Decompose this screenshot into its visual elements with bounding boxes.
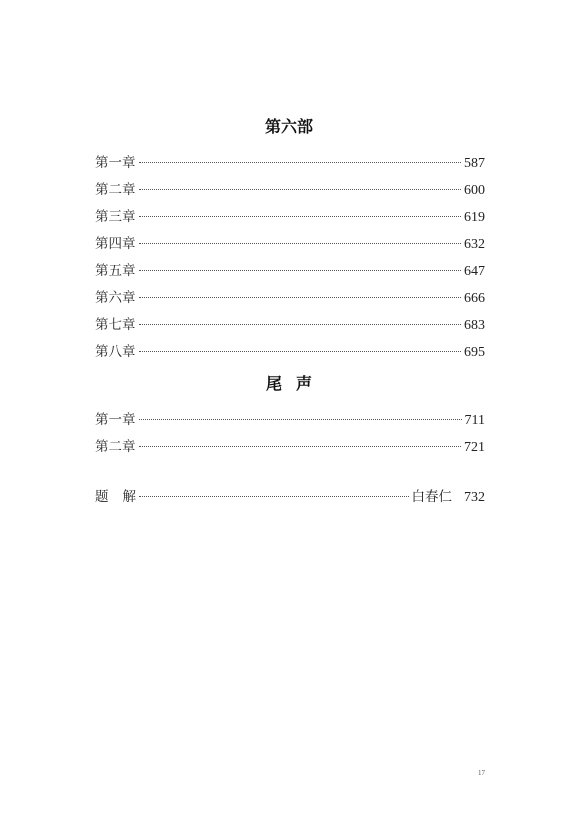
toc-entry-page: 666	[464, 291, 485, 306]
toc-entry[interactable]	[95, 258, 485, 285]
toc-leader-dots	[139, 216, 462, 217]
toc-entry-page: 619	[464, 210, 485, 225]
toc-entry[interactable]	[95, 177, 485, 204]
toc-entry-page: 721	[464, 440, 485, 455]
toc-entry-label: 第一章	[95, 412, 136, 428]
toc-entry[interactable]	[95, 285, 485, 312]
toc-entry-tijie[interactable]	[95, 484, 485, 511]
toc-entry-label: 第七章	[95, 317, 136, 333]
toc-entry-label: 第一章	[95, 155, 136, 171]
toc-leader-dots	[139, 270, 462, 271]
toc-entry-page: 632	[464, 237, 485, 252]
toc-leader-dots	[139, 351, 462, 352]
toc-entry-label: 第六章	[95, 290, 136, 306]
toc-entry-page: 600	[464, 183, 485, 198]
toc-entry[interactable]	[95, 407, 485, 434]
toc-leader-dots	[139, 162, 462, 163]
toc-entry-label: 第八章	[95, 344, 136, 360]
toc-leader-dots	[139, 324, 462, 325]
toc-entry[interactable]	[95, 204, 485, 231]
toc-entry[interactable]	[95, 312, 485, 339]
toc-entry-label: 第三章	[95, 209, 136, 225]
toc-entry-page: 647	[464, 264, 485, 279]
toc-entry-page: 695	[464, 345, 485, 360]
toc-leader-dots	[139, 446, 462, 447]
toc-entry[interactable]	[95, 231, 485, 258]
toc-entry-label: 第四章	[95, 236, 136, 252]
toc-leader-dots	[139, 297, 462, 298]
toc-entry-label: 第二章	[95, 439, 136, 455]
toc-leader-dots	[139, 189, 462, 190]
toc-leader-dots	[139, 419, 462, 420]
toc-entry[interactable]	[95, 150, 485, 177]
toc-entry-page: 683	[464, 318, 485, 333]
toc-entry[interactable]	[95, 434, 485, 461]
toc-entry-label: 第五章	[95, 263, 136, 279]
toc-entry-page: 587	[464, 156, 485, 171]
toc-leader-dots	[139, 243, 462, 244]
toc-entry-label: 题解	[95, 489, 150, 505]
toc-leader-dots	[139, 496, 409, 497]
toc-list-epilogue	[95, 407, 485, 461]
toc-entry[interactable]	[95, 339, 485, 366]
page-number: 17	[478, 769, 485, 777]
toc-entry-author: 白春仁	[411, 489, 452, 505]
toc-list-part6	[95, 150, 485, 366]
toc-entry-label: 第二章	[95, 182, 136, 198]
toc-entry-page: 711	[464, 413, 485, 428]
section-title-epilogue: 尾声	[265, 374, 326, 393]
section-title-part6: 第六部	[264, 117, 313, 136]
toc-entry-page: 732	[464, 490, 485, 505]
